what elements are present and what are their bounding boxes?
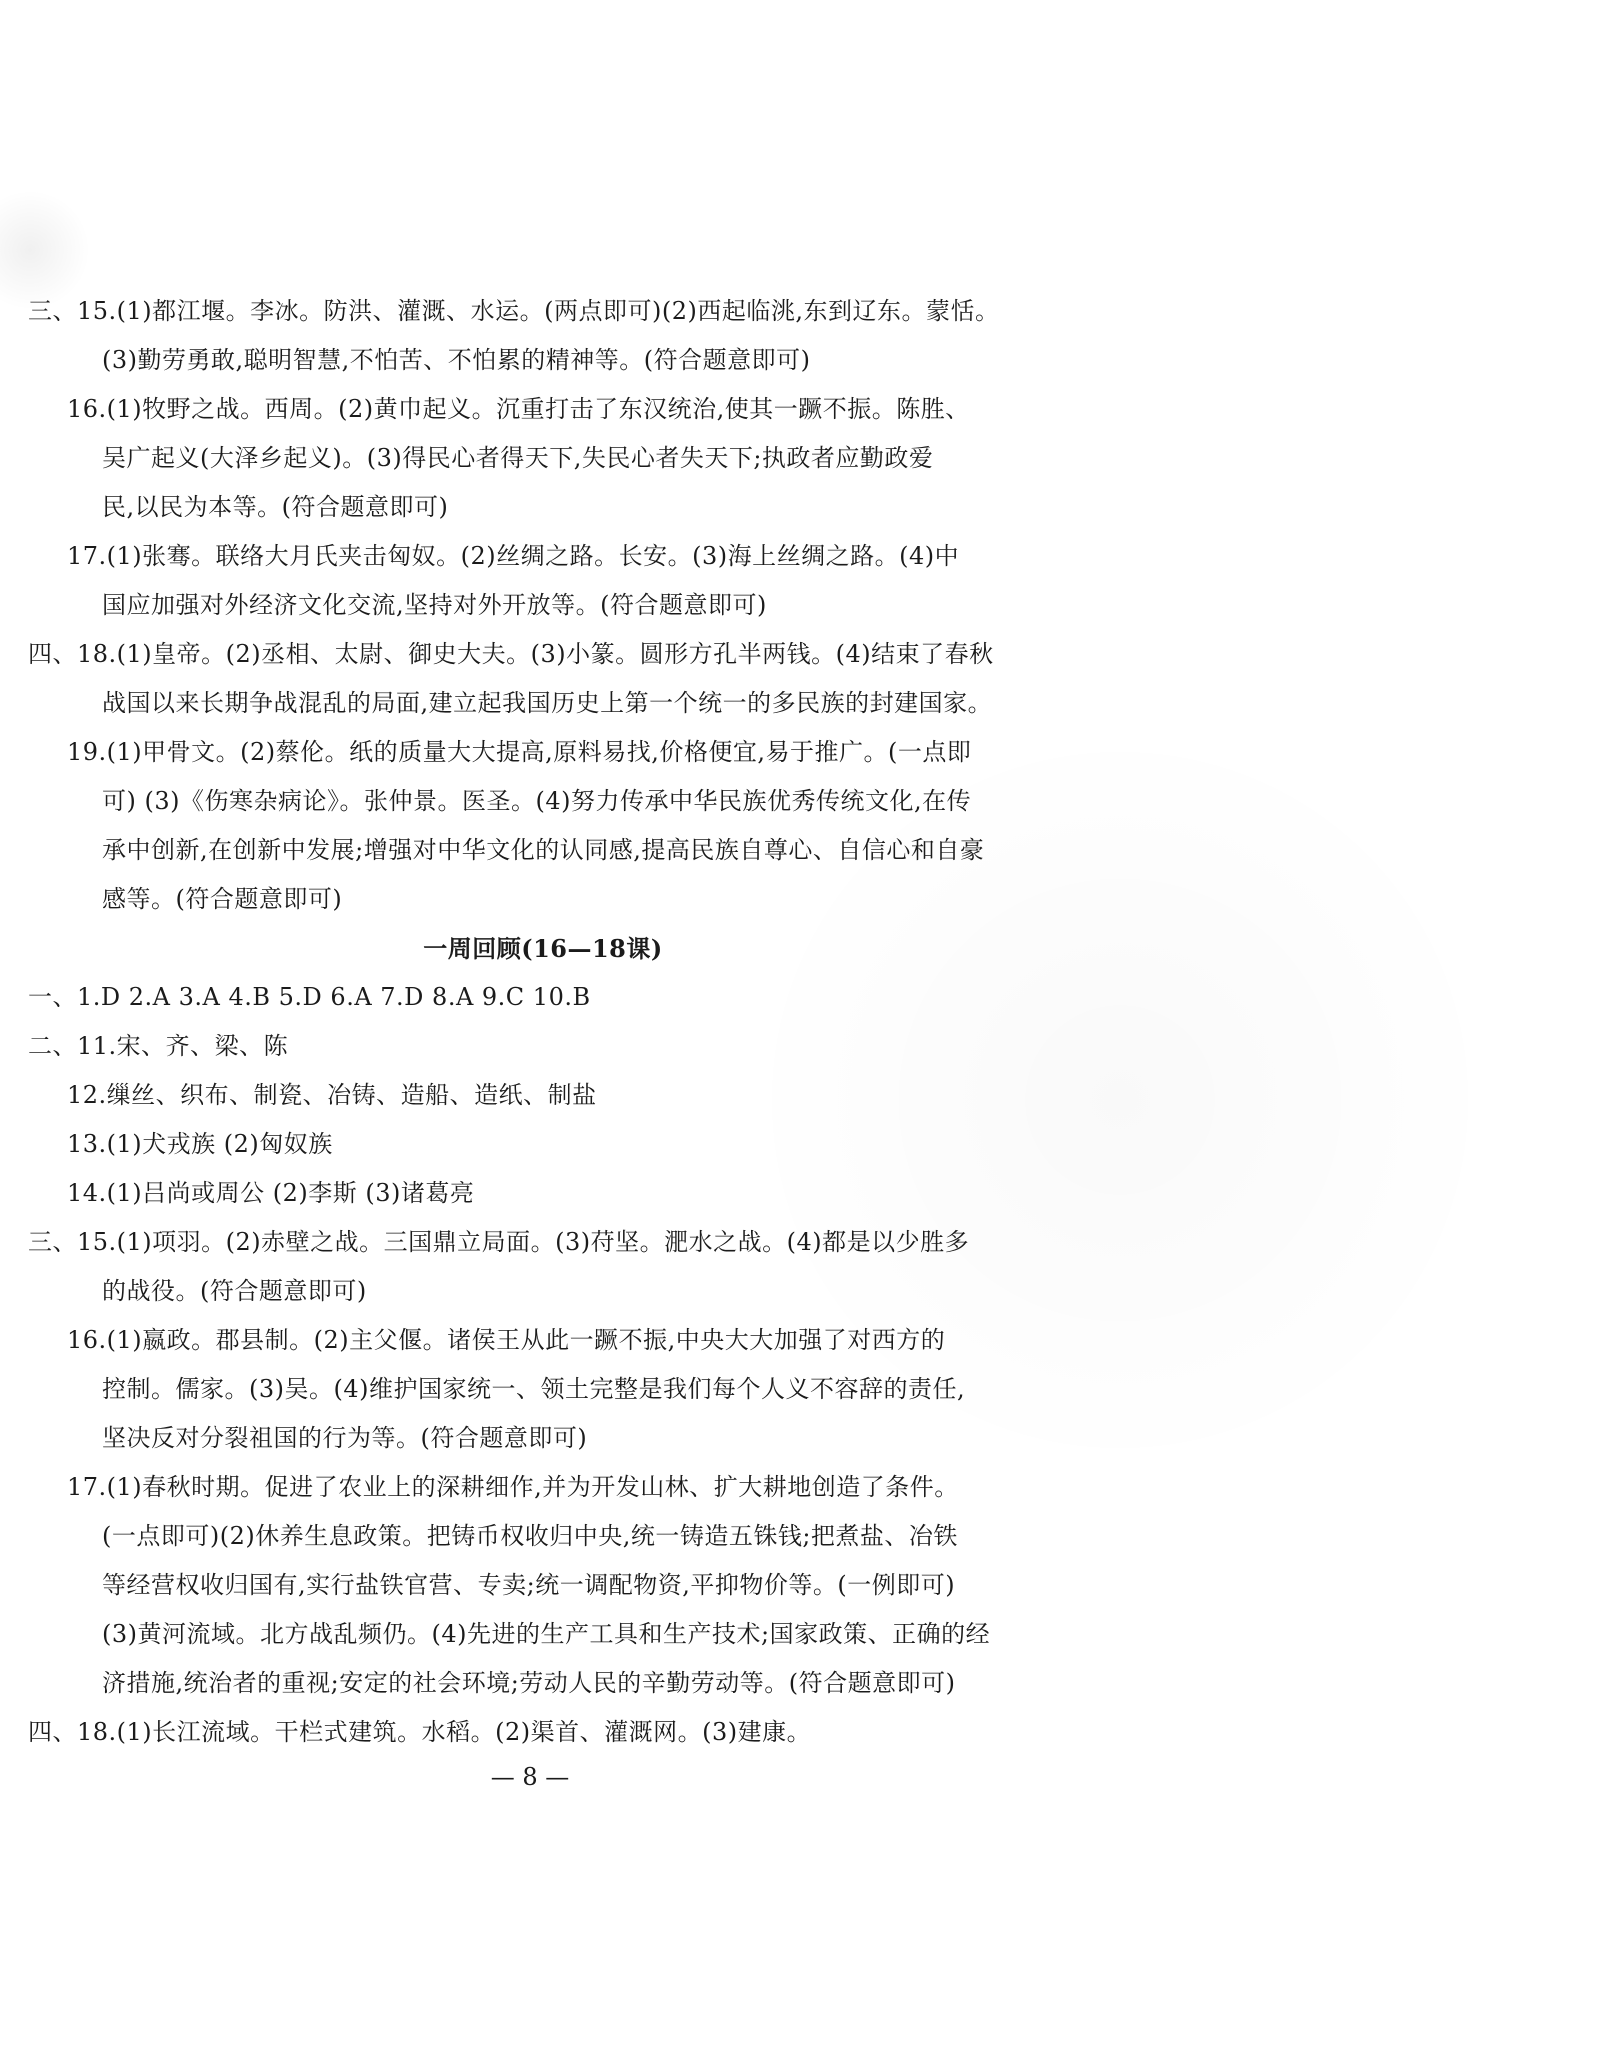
answer-line: 的战役。(符合题意即可) <box>102 1277 367 1305</box>
answer-line: 四、18.(1)长江流域。干栏式建筑。水稻。(2)渠首、灌溉网。(3)建康。 <box>28 1718 812 1746</box>
answer-line: 感等。(符合题意即可) <box>102 885 343 913</box>
answer-line: (3)勤劳勇敢,聪明智慧,不怕苦、不怕累的精神等。(符合题意即可) <box>102 346 811 374</box>
answer-line: 16.(1)嬴政。郡县制。(2)主父偃。诸侯王从此一蹶不振,中央大大加强了对西方的 <box>67 1326 946 1354</box>
answer-line: 一、1.D 2.A 3.A 4.B 5.D 6.A 7.D 8.A 9.C 10.B <box>28 983 591 1011</box>
answer-line: 17.(1)张骞。联络大月氏夹击匈奴。(2)丝绸之路。长安。(3)海上丝绸之路。(4)中 <box>67 542 960 570</box>
answer-line: 16.(1)牧野之战。西周。(2)黄巾起义。沉重打击了东汉统治,使其一蹶不振。陈胜、 <box>67 395 970 423</box>
answer-line: 三、15.(1)都江堰。李冰。防洪、灌溉、水运。(两点即可)(2)西起临洮,东到辽东。蒙恬。 <box>28 297 1000 325</box>
answer-line: 四、18.(1)皇帝。(2)丞相、太尉、御史大夫。(3)小篆。圆形方孔半两钱。(4)结束了春秋 <box>28 640 994 668</box>
answer-line: 等经营权收归国有,实行盐铁官营、专卖;统一调配物资,平抑物价等。(一例即可) <box>102 1571 956 1599</box>
section-title: 一周回顾(16—18课) <box>423 934 663 963</box>
answer-line: 19.(1)甲骨文。(2)蔡伦。纸的质量大大提高,原料易找,价格便宜,易于推广。(一点即 <box>67 738 972 766</box>
answer-line: 吴广起义(大泽乡起义)。(3)得民心者得天下,失民心者失天下;执政者应勤政爱 <box>102 444 934 472</box>
answer-line: 三、15.(1)项羽。(2)赤壁之战。三国鼎立局面。(3)苻坚。淝水之战。(4)都是以少胜多 <box>28 1228 970 1256</box>
answer-line: 控制。儒家。(3)吴。(4)维护国家统一、领土完整是我们每个人义不容辞的责任, <box>102 1375 966 1403</box>
page-number: — 8 — <box>490 1763 570 1791</box>
answer-line: 战国以来长期争战混乱的局面,建立起我国历史上第一个统一的多民族的封建国家。 <box>102 689 993 717</box>
answer-line: 13.(1)犬戎族 (2)匈奴族 <box>67 1130 333 1158</box>
answer-line: 坚决反对分裂祖国的行为等。(符合题意即可) <box>102 1424 588 1452</box>
answer-line: 可) (3)《伤寒杂病论》。张仲景。医圣。(4)努力传承中华民族优秀传统文化,在传 <box>102 787 972 815</box>
answer-line: 17.(1)春秋时期。促进了农业上的深耕细作,并为开发山林、扩大耕地创造了条件。 <box>67 1473 959 1501</box>
answer-line: 济措施,统治者的重视;安定的社会环境;劳动人民的辛勤劳动等。(符合题意即可) <box>102 1669 956 1697</box>
answer-line: 国应加强对外经济文化交流,坚持对外开放等。(符合题意即可) <box>102 591 767 619</box>
answer-line: 二、11.宋、齐、梁、陈 <box>28 1032 289 1060</box>
answer-line: (3)黄河流域。北方战乱频仍。(4)先进的生产工具和生产技术;国家政策、正确的经 <box>102 1620 991 1648</box>
answer-line: 14.(1)吕尚或周公 (2)李斯 (3)诸葛亮 <box>67 1179 475 1207</box>
answer-line: 民,以民为本等。(符合题意即可) <box>102 493 449 521</box>
answer-line: (一点即可)(2)休养生息政策。把铸币权收归中央,统一铸造五铢钱;把煮盐、冶铁 <box>102 1522 958 1550</box>
answer-line: 承中创新,在创新中发展;增强对中华文化的认同感,提高民族自尊心、自信心和自豪 <box>102 836 985 864</box>
answer-line: 12.缫丝、织布、制瓷、冶铸、造船、造纸、制盐 <box>67 1081 597 1109</box>
answer-key-text <box>28 287 1028 1757</box>
